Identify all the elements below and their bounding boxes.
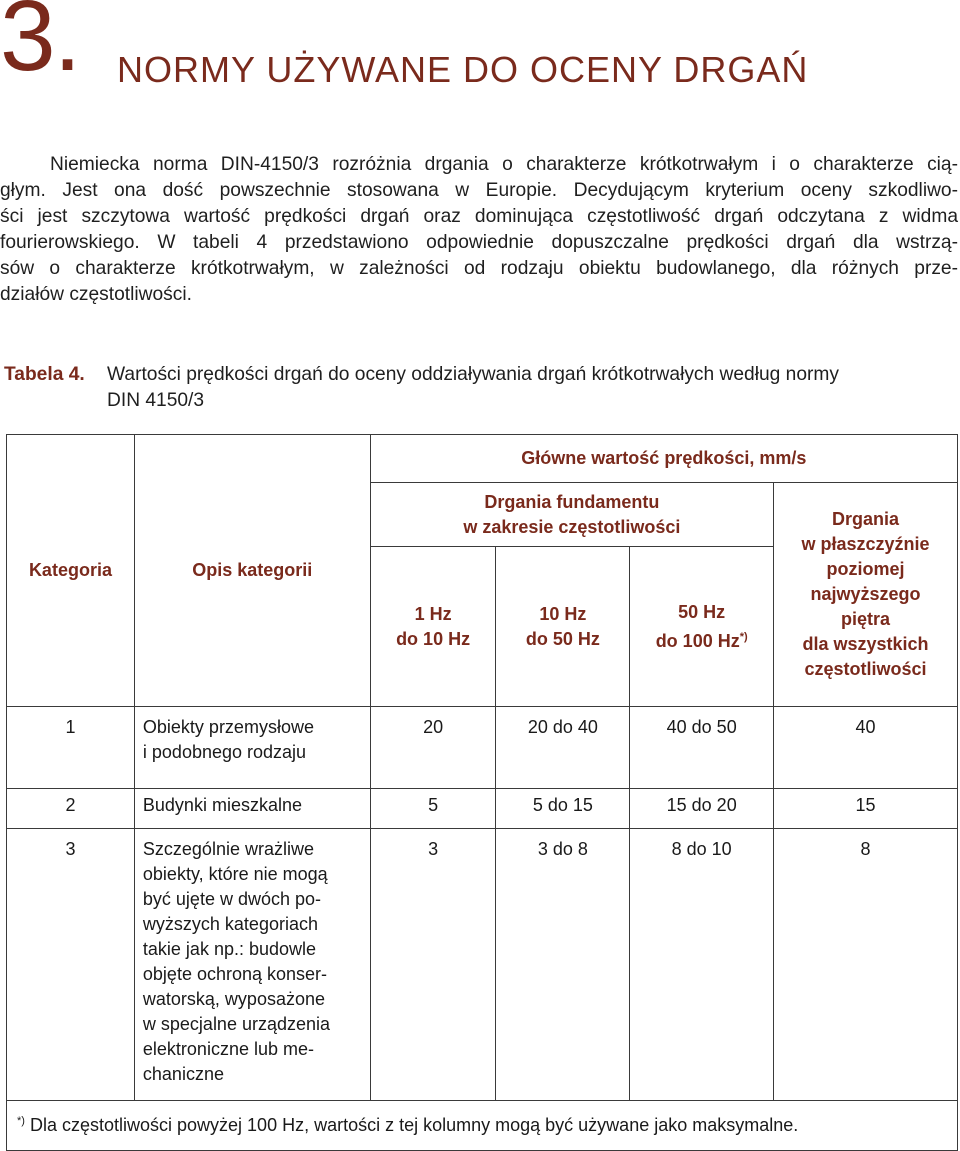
paragraph-line: fourierowskiego. W tabeli 4 przedstawiono odpowiednie dopuszczalne prędkości drgań dla wstrzą- <box>0 232 958 253</box>
table-row <box>7 829 958 1101</box>
header-freq-line: 1 Hz <box>414 603 452 624</box>
header-plaszczyzna-line: najwyższego <box>810 584 921 604</box>
cell-opis-line: watorską, wyposażone <box>142 989 325 1009</box>
cell-opis-line: obiekty, które nie mogą <box>142 864 328 884</box>
cell-opis-line: takie jak np.: budowle <box>142 939 317 959</box>
footnote-mark: *) <box>17 1115 25 1127</box>
table-footnote <box>7 1101 958 1151</box>
header-freq-line: do 50 Hz <box>525 628 600 649</box>
table-caption-label: Tabela 4. <box>4 364 85 385</box>
footnote-marker: *) <box>739 630 748 643</box>
header-freq-line: do 100 Hz <box>655 630 740 651</box>
header-freq-line: 10 Hz <box>539 603 587 624</box>
cell-f2: 20 do 40 <box>496 707 630 789</box>
cell-f3: 8 do 10 <box>630 829 774 1101</box>
paragraph-line: ści jest szczytowa wartość prędkości drgań oraz dominująca częstotliwość drgań odczytana z widma <box>0 206 958 227</box>
header-freq-line: do 10 Hz <box>396 628 471 649</box>
header-freq-2 <box>496 547 630 707</box>
cell-f3: 40 do 50 <box>630 707 774 789</box>
cell-kategoria: 3 <box>7 829 135 1101</box>
cell-opis-line: chaniczne <box>142 1064 224 1084</box>
header-freq-line: 50 Hz <box>678 601 726 622</box>
header-plaszczyzna-line: Drgania <box>832 509 900 529</box>
header-freq-3 <box>630 547 774 707</box>
cell-kategoria: 2 <box>7 789 135 829</box>
table-row <box>7 789 958 829</box>
cell-opis-line: w specjalne urządzenia <box>142 1014 331 1034</box>
cell-f3: 15 do 20 <box>630 789 774 829</box>
header-plaszczyzna-line: dla wszystkich <box>802 634 929 654</box>
header-plaszczyzna-line: częstotliwości <box>804 659 927 679</box>
cell-opis-line: Obiekty przemysłowe <box>142 717 314 737</box>
intro-paragraph <box>0 152 958 308</box>
header-opis: Opis kategorii <box>134 435 370 707</box>
header-freq-1 <box>370 547 496 707</box>
table-footnote-row <box>7 1101 958 1151</box>
cell-opis <box>134 789 370 829</box>
cell-f1: 20 <box>370 707 496 789</box>
header-plaszczyzna <box>774 483 958 707</box>
table-row <box>7 707 958 789</box>
cell-opis-line: i podobnego rodzaju <box>142 742 307 762</box>
cell-opis-line: Budynki mieszkalne <box>142 795 302 815</box>
header-plaszczyzna-line: poziomej <box>826 559 905 579</box>
paragraph-line: działów częstotliwości. <box>0 284 192 305</box>
cell-poziom: 8 <box>774 829 958 1101</box>
paragraph-line: Niemiecka norma DIN-4150/3 rozróżnia drgania o charakterze krótkotrwałym i o charakterze cią- <box>50 154 958 175</box>
cell-opis-line: Szczególnie wrażliwe <box>142 839 314 859</box>
header-plaszczyzna-line: w płaszczyźnie <box>801 534 930 554</box>
paragraph-line: sów o charakterze krótkotrwałym, w zależności od rodzaju obiektu budowlanego, dla różnych prze- <box>0 258 958 279</box>
header-fundament-line: Drgania fundamentu <box>484 491 660 512</box>
cell-poziom: 40 <box>774 707 958 789</box>
cell-f2: 5 do 15 <box>496 789 630 829</box>
cell-opis <box>134 707 370 789</box>
cell-opis-line: wyższych kategoriach <box>142 914 318 934</box>
table-caption-line: Wartości prędkości drgań do oceny oddziaływania drgań krótkotrwałych według normy <box>107 364 839 385</box>
header-plaszczyzna-line: piętra <box>841 609 891 629</box>
norm-table <box>6 434 958 1151</box>
cell-kategoria: 1 <box>7 707 135 789</box>
cell-opis-line: elektroniczne lub me- <box>142 1039 314 1059</box>
section-number: 3. <box>0 0 80 92</box>
header-kategoria: Kategoria <box>7 435 135 707</box>
cell-f2: 3 do 8 <box>496 829 630 1101</box>
table-caption-text <box>107 362 839 414</box>
cell-f1: 3 <box>370 829 496 1101</box>
cell-opis-line: objęte ochroną konser- <box>142 964 328 984</box>
header-fundament <box>370 483 773 547</box>
paragraph-line: głym. Jest ona dość powszechnie stosowana w Europie. Decydującym kryterium oceny szkodliwo- <box>0 180 958 201</box>
header-glowne: Główne wartość prędkości, mm/s <box>370 435 957 483</box>
cell-opis <box>134 829 370 1101</box>
footnote-text: Dla częstotliwości powyżej 100 Hz, wartości z tej kolumny mogą być używane jako maksymalne. <box>29 1115 799 1135</box>
cell-opis-line: być ujęte w dwóch po- <box>142 889 321 909</box>
cell-poziom: 15 <box>774 789 958 829</box>
header-fundament-line: w zakresie częstotliwości <box>463 516 681 537</box>
section-title: NORMY UŻYWANE DO OCENY DRGAŃ <box>117 49 809 90</box>
table-caption-line: DIN 4150/3 <box>107 390 205 411</box>
cell-f1: 5 <box>370 789 496 829</box>
